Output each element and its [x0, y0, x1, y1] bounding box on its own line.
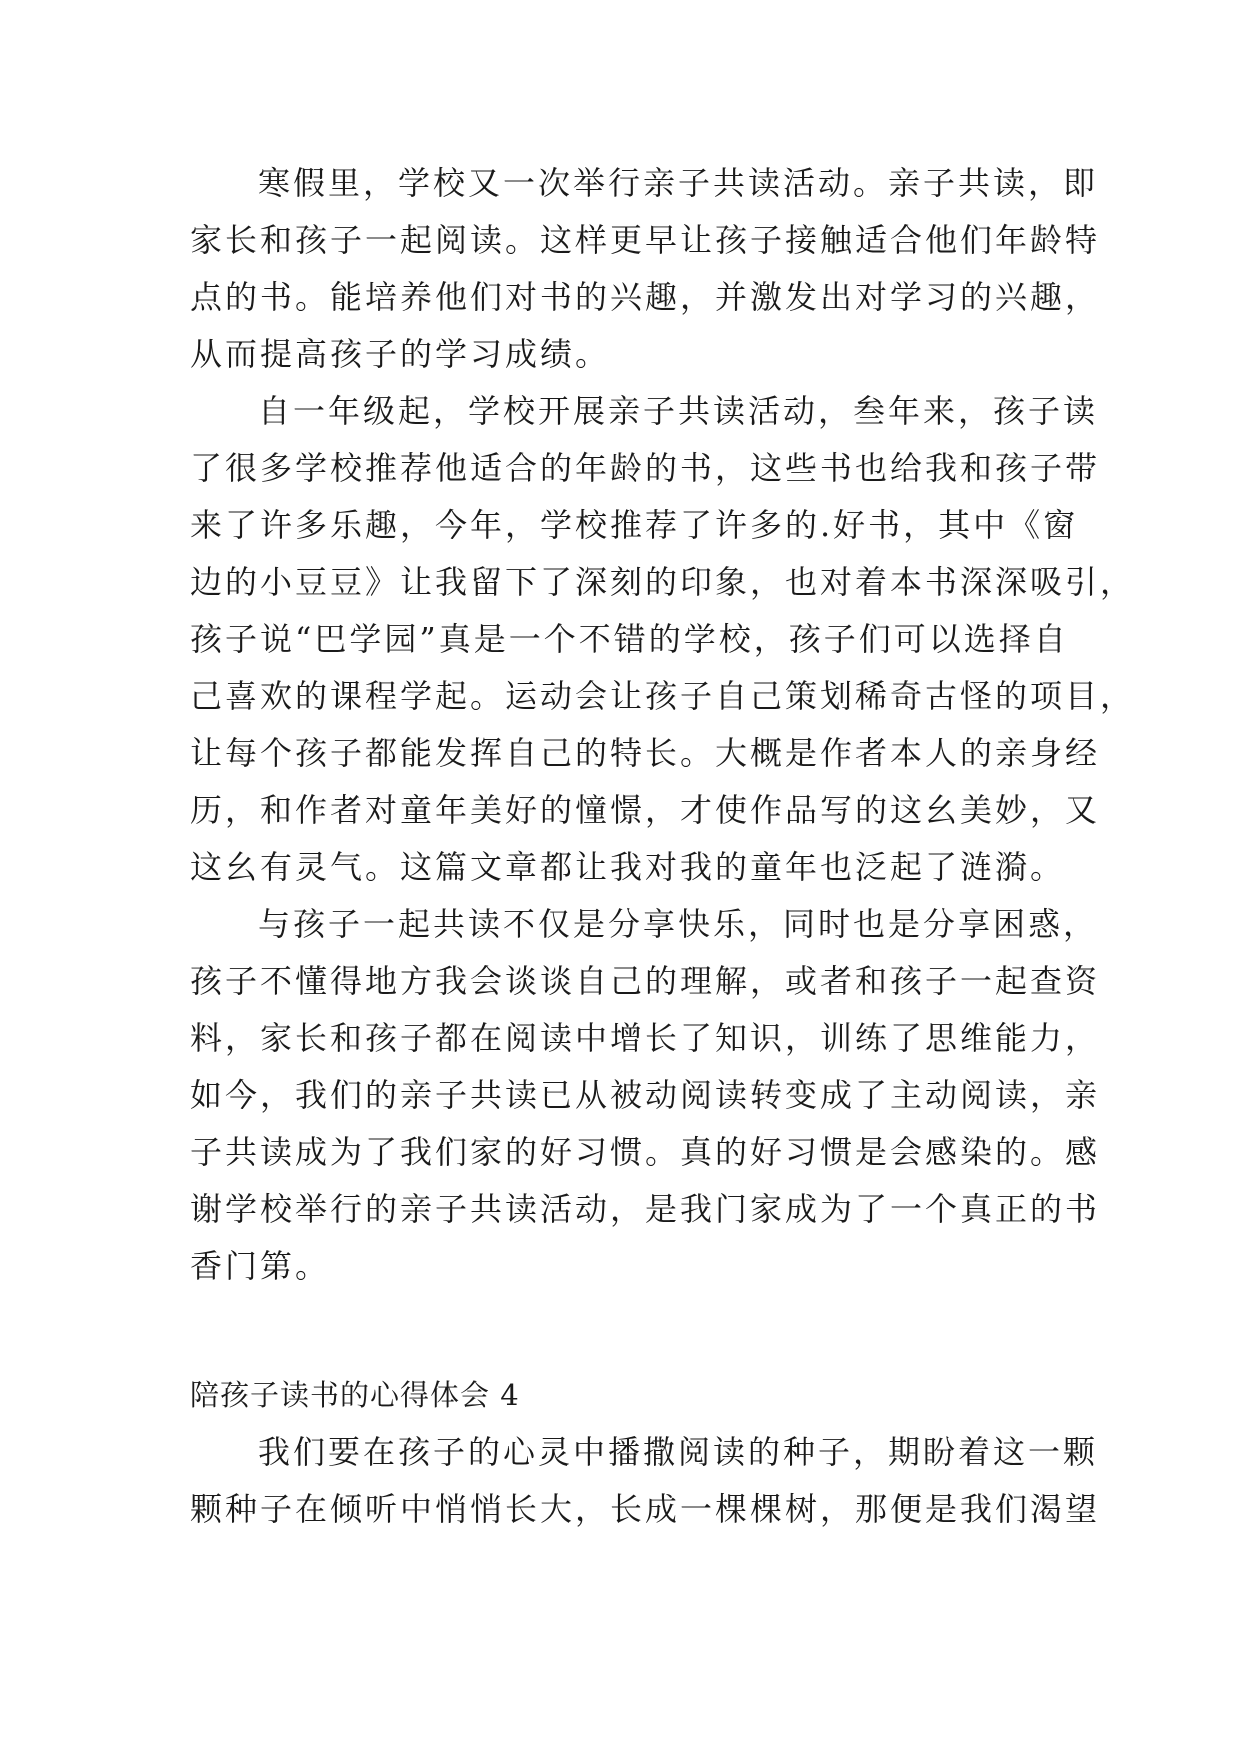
text-line: 孩子说“巴学园”真是一个不错的学校，孩子们可以选择自 [190, 620, 1069, 658]
text-line: 如今，我们的亲子共读已从被动阅读转变成了主动阅读，亲 [190, 1076, 1101, 1114]
text-line: 来了许多乐趣，今年，学校推荐了许多的.好书，其中《窗 [190, 506, 1079, 544]
text-line: 家长和孩子一起阅读。这样更早让孩子接触适合他们年龄特 [190, 221, 1101, 259]
text-line: 历，和作者对童年美好的憧憬，才使作品写的这幺美妙，又 [190, 791, 1101, 829]
text-line: 让每个孩子都能发挥自己的特长。大概是作者本人的亲身经 [190, 734, 1101, 772]
text-line: 自一年级起，学校开展亲子共读活动，叁年来，孩子读 [258, 392, 1099, 430]
text-line: 谢学校举行的亲子共读活动，是我门家成为了一个真正的书 [190, 1190, 1101, 1228]
section-heading: 陪孩子读书的心得体会 4 [190, 1378, 520, 1412]
text-line: 了很多学校推荐他适合的年龄的书，这些书也给我和孩子带 [190, 449, 1101, 487]
text-line: 料，家长和孩子都在阅读中增长了知识，训练了思维能力， [190, 1019, 1101, 1057]
text-line: 颗种子在倾听中悄悄长大，长成一棵棵树，那便是我们渴望 [190, 1490, 1101, 1528]
text-line: 香门第。 [190, 1247, 331, 1285]
text-line: 边的小豆豆》让我留下了深刻的印象，也对着本书深深吸引， [190, 563, 1136, 601]
text-line: 与孩子一起共读不仅是分享快乐，同时也是分享困惑， [258, 905, 1099, 943]
text-line: 子共读成为了我们家的好习惯。真的好习惯是会感染的。感 [190, 1133, 1101, 1171]
text-line: 这幺有灵气。这篇文章都让我对我的童年也泛起了涟漪。 [190, 848, 1066, 886]
text-line: 己喜欢的课程学起。运动会让孩子自己策划稀奇古怪的项目， [190, 677, 1136, 715]
text-line: 从而提高孩子的学习成绩。 [190, 335, 611, 373]
text-line: 点的书。能培养他们对书的兴趣，并激发出对学习的兴趣， [190, 278, 1101, 316]
text-line: 我们要在孩子的心灵中播撒阅读的种子，期盼着这一颗 [258, 1433, 1099, 1471]
text-line: 孩子不懂得地方我会谈谈自己的理解，或者和孩子一起查资 [190, 962, 1101, 1000]
text-line: 寒假里，学校又一次举行亲子共读活动。亲子共读，即 [258, 164, 1099, 202]
